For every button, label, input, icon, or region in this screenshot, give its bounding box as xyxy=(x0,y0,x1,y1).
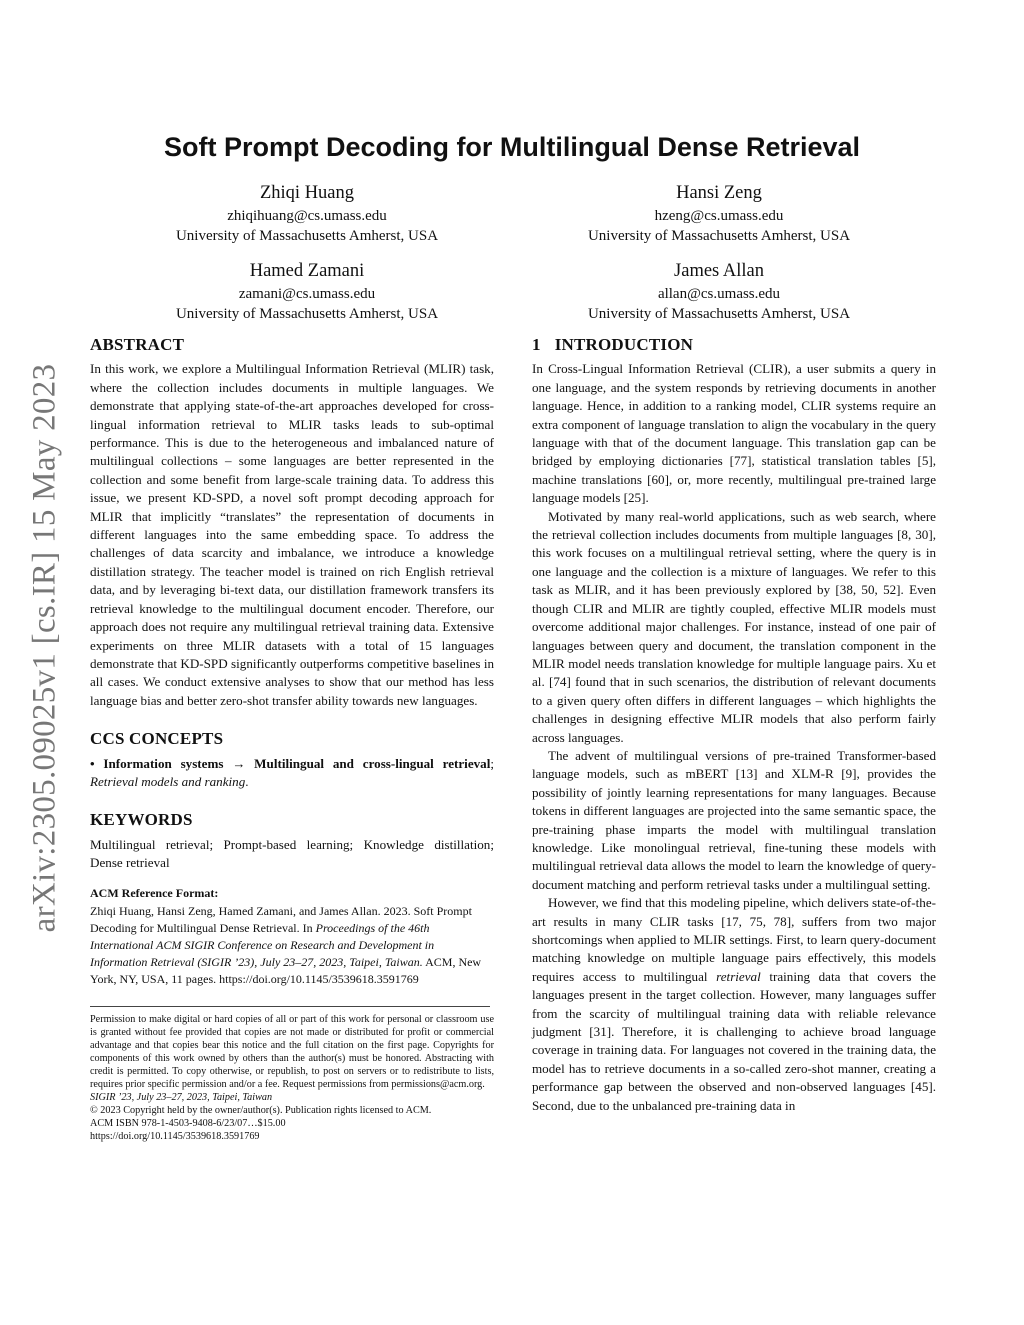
ccs-concept: • Information systems → Multilingual and cross-lingual retrieval xyxy=(90,755,491,771)
author-email: allan@cs.umass.edu xyxy=(657,286,781,302)
author-block xyxy=(519,180,919,246)
arxiv-identifier: arXiv:2305.09025v1 [cs.IR] 15 May 2023 xyxy=(26,363,63,933)
keywords-text: Multilingual retrieval; Prompt-based learning; Knowledge distillation; Dense retrieval xyxy=(90,836,494,871)
author-name: Hamed Zamani xyxy=(249,261,365,281)
paper-title: Soft Prompt Decoding for Multilingual Dense Retrieval xyxy=(163,132,861,162)
doi-line: https://doi.org/10.1145/3539618.3591769 xyxy=(90,1131,260,1143)
footnote-rule xyxy=(90,1006,490,1007)
author-affiliation: University of Massachusetts Amherst, USA xyxy=(587,306,851,322)
author-block xyxy=(519,258,919,324)
author-block xyxy=(107,258,507,324)
acm-reference-text: Zhiqi Huang, Hansi Zeng, Hamed Zamani, and James Allan. 2023. Soft Prompt Decoding for Multilingual Dense Retrieval. In Proceedings of the 46th International ACM SIGIR Conference on Research and Development in Information Retrieval (SIGIR ’23), July 23–27, 2023, Taipei, Taiwan. ACM, New York, NY, USA, 11 pages. https://doi.org/10.1145/3539618.3591769 xyxy=(90,903,482,986)
author-name: Hansi Zeng xyxy=(676,183,762,203)
intro-paragraph: Motivated by many real-world applications, such as web search, where the retrieval collection includes documents from multiple languages [8, 30], this work focuses on a multilingual retrieval setting, where the query is in one language and the collection is a mixture of languages. We refer to this task as MLIR, and it has been previously explored by [38, 50, 52]. Even though CLIR and MLIR are tightly coupled, effective MLIR models must overcome additional major challenges. For instance, instead of one pair of languages between query and document, the translation component in the MLIR model needs translation knowledge for multiple language pairs. Xu et al. [74] found that in such scenarios, the distribution of relevant documents to a given query often differs in different languages – which highlights the challenges in designing effective MLIR models that also perform fairly across languages. xyxy=(532,508,936,745)
author-name: James Allan xyxy=(674,261,764,281)
intro-paragraph: The advent of multilingual versions of pre-trained Transformer-based language models, such as mBERT [13] and XLM-R [9], provides the possibility of jointly learning representations for many languages. Because tokens in different languages are projected into the same semantic space, the pre-training phase imparts the model with multilingual translation knowledge. Like monolingual retrieval, fine-tuning these models with multilingual retrieval data allows the model to learn the knowledge of query-document matching and perform retrieval tasks under a multilingual setting. xyxy=(532,747,936,892)
section-number: 1 xyxy=(532,335,541,354)
ccs-text: • Information systems → Multilingual and cross-lingual retrieval; Retrieval models and ranking. xyxy=(90,755,494,789)
ccs-heading: CCS CONCEPTS xyxy=(90,729,224,749)
author-name: Zhiqi Huang xyxy=(259,183,355,203)
right-column xyxy=(532,336,936,1115)
copyright-line: © 2023 Copyright held by the owner/author(s). Publication rights licensed to ACM. xyxy=(90,1105,432,1117)
author-affiliation: University of Massachusetts Amherst, USA xyxy=(587,228,851,244)
author-email: zamani@cs.umass.edu xyxy=(238,286,376,302)
intro-paragraph: In Cross-Lingual Information Retrieval (CLIR), a user submits a query in one language, and the system responds by retrieving documents in another language. Hence, in addition to a ranking model, CLIR systems require an extra component of language translation to align the vocabulary in the query language with that of the document language. This translation gap can be bridged by employing dictionaries [77], statistical translation tables [5], machine translations [60], or, more recently, multilingual pre-trained large language models [25]. xyxy=(532,361,936,506)
author-affiliation: University of Massachusetts Amherst, USA xyxy=(175,228,439,244)
left-column xyxy=(90,336,494,1144)
isbn-line: ACM ISBN 978-1-4503-9408-6/23/07…$15.00 xyxy=(90,1118,286,1130)
ccs-subconcept: Retrieval models and ranking xyxy=(90,773,246,789)
acm-reference-heading: ACM Reference Format: xyxy=(90,885,219,900)
abstract-heading: ABSTRACT xyxy=(90,335,185,354)
author-affiliation: University of Massachusetts Amherst, USA xyxy=(175,306,439,322)
permission-notice: Permission to make digital or hard copies of all or part of this work for personal or classroom use is granted without fee provided that copies are not made or distributed for profit or commercial advantage and that copies bear this notice and the full citation on the first page. Copyrights for components of this work owned by others than the author(s) must be honored. Abstracting with credit is permitted. To copy otherwise, or republish, to post on servers or to redistribute to lists, requires prior specific permission and/or a fee. Request permissions from permissions@acm.org. xyxy=(90,1013,494,1091)
keywords-heading: KEYWORDS xyxy=(90,810,193,830)
author-email: hzeng@cs.umass.edu xyxy=(654,208,784,224)
author-block xyxy=(107,180,507,246)
conference-line: SIGIR ’23, July 23–27, 2023, Taipei, Taiwan xyxy=(90,1092,273,1104)
intro-paragraph: However, we find that this modeling pipeline, which delivers state-of-the-art results in many CLIR tasks [17, 75, 78], suffers from two major shortcomings when applied to MLIR settings. First, to learn query-document matching knowledge on multiple language pairs effectively, this models requires access to multilingual retrieval training data that covers the languages present in the target collection. However, many languages suffer from the scarcity of multilingual training data with reliable relevance judgment [31]. Therefore, it is challenging to achieve broad language coverage in training data. For languages not covered in the training data, the model has to retrieve documents in a so-called zero-shot manner, creating a performance gap between the observed and non-observed languages [45]. Second, due to the unbalanced pre-training data in xyxy=(532,895,936,1113)
arxiv-sidebar xyxy=(12,348,78,948)
author-email: zhiqihuang@cs.umass.edu xyxy=(227,208,387,224)
abstract-text: In this work, we explore a Multilingual Information Retrieval (MLIR) task, where the collection includes documents in multiple languages. We demonstrate that applying state-of-the-art approaches developed for cross-lingual information retrieval to MLIR tasks leads to sub-optimal performance. This is due to the heterogeneous and imbalanced nature of multilingual collections – some languages are better represented in the collection and some benefit from large-scale training data. To address this issue, we present KD-SPD, a novel soft prompt decoding approach for MLIR that implicitly “translates” the representation of documents in different languages into the same embedding space. To address the challenges of data scarcity and imbalance, we introduce a knowledge distillation strategy. The teacher model is trained on rich English retrieval data, and by leveraging bi-text data, our distillation framework transfers its retrieval knowledge to the multilingual document encoder. Therefore, our approach does not require any multilingual retrieval training data. Extensive experiments on three MLIR datasets with a total of 15 languages demonstrate that KD-SPD significantly outperforms competitive baselines in all cases. We conduct extensive analyses to show that our method has less language bias and better zero-shot transfer ability towards new languages. xyxy=(90,361,494,708)
intro-heading: 1 INTRODUCTION xyxy=(532,335,694,354)
